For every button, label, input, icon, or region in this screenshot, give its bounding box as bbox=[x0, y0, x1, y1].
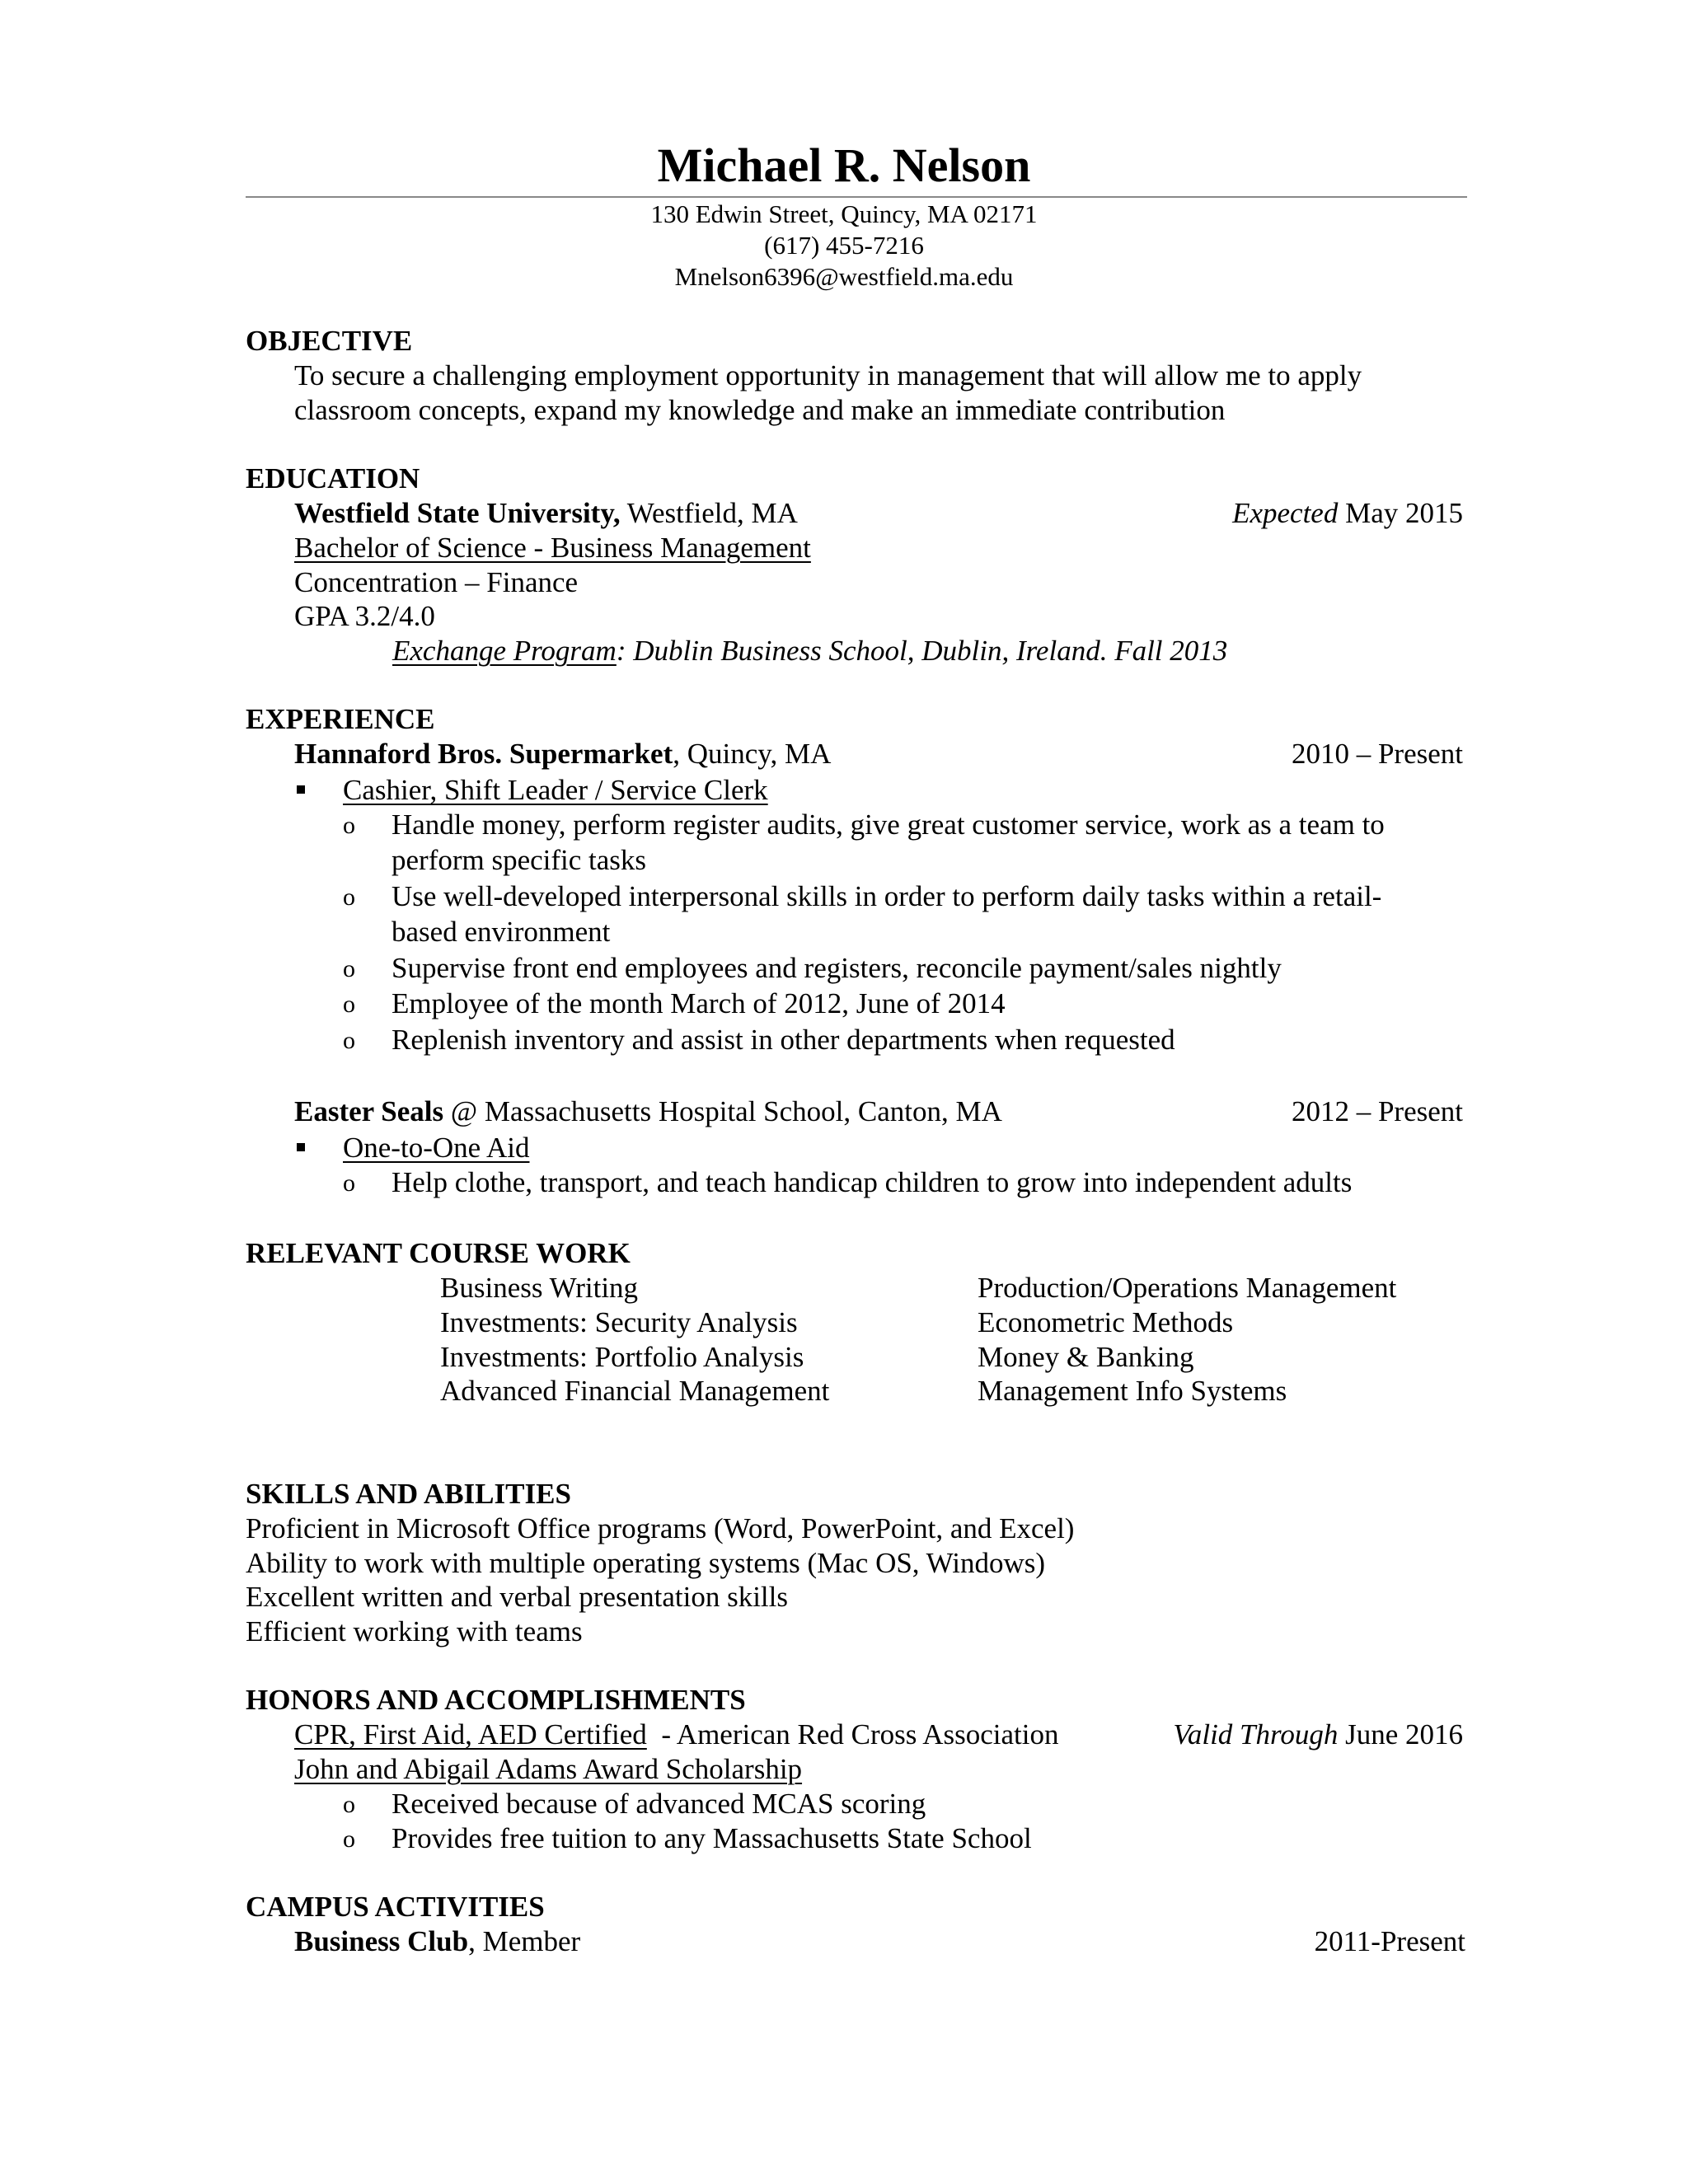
job1-location: , Quincy, MA bbox=[673, 738, 832, 770]
school-location: Westfield, MA bbox=[620, 497, 798, 529]
course-right-3: Money & Banking bbox=[978, 1341, 1194, 1373]
coursework-heading: RELEVANT COURSE WORK bbox=[246, 1237, 631, 1269]
skill-item-3: Excellent written and verbal presentation skills bbox=[246, 1581, 788, 1613]
education-expected bbox=[1232, 499, 1463, 527]
course-right-2: Econometric Methods bbox=[978, 1306, 1234, 1338]
activity-line bbox=[294, 1927, 580, 1956]
exchange-detail: : Dublin Business School, Dublin, Ireland. Fall 2013 bbox=[616, 635, 1228, 667]
job1-bullet-3: Supervise front end employees and registers, reconcile payment/sales nightly bbox=[392, 952, 1282, 984]
job1-header bbox=[294, 739, 831, 768]
education-heading: EDUCATION bbox=[246, 462, 420, 494]
address: 130 Edwin Street, Quincy, MA 02171 bbox=[650, 199, 1038, 228]
concentration: Concentration – Finance bbox=[294, 566, 579, 598]
expected-label: Expected bbox=[1232, 497, 1339, 529]
course-left-1: Business Writing bbox=[440, 1272, 639, 1304]
square-bullet-icon bbox=[297, 785, 305, 794]
circle-bullet-icon: o bbox=[343, 1169, 355, 1197]
skill-item-1: Proficient in Microsoft Office programs (Word, PowerPoint, and Excel) bbox=[246, 1512, 1075, 1544]
job2-location: @ Massachusetts Hospital School, Canton, MA bbox=[443, 1095, 1002, 1127]
objective-line-2: classroom concepts, expand my knowledge and make an immediate contribution bbox=[294, 394, 1226, 426]
skill-item-4: Efficient working with teams bbox=[246, 1615, 583, 1647]
job1-bullet-2-line-1: Use well-developed interpersonal skills in order to perform daily tasks within a retail- bbox=[392, 880, 1382, 912]
course-right-4: Management Info Systems bbox=[978, 1375, 1287, 1407]
course-left-3: Investments: Portfolio Analysis bbox=[440, 1341, 804, 1373]
school-name: Westfield State University, bbox=[294, 497, 621, 529]
circle-bullet-icon: o bbox=[343, 1825, 355, 1853]
experience-heading: EXPERIENCE bbox=[246, 703, 435, 735]
email: Mnelson6396@westfield.ma.edu bbox=[674, 262, 1014, 291]
cpr-line bbox=[294, 1720, 1058, 1749]
honors-heading: HONORS AND ACCOMPLISHMENTS bbox=[246, 1684, 746, 1716]
job2-title: One-to-One Aid bbox=[343, 1132, 530, 1164]
course-left-2: Investments: Security Analysis bbox=[440, 1306, 798, 1338]
job1-bullet-4: Employee of the month March of 2012, June of 2014 bbox=[392, 987, 1006, 1019]
education-school-line bbox=[294, 499, 798, 527]
club-name: Business Club bbox=[294, 1925, 469, 1957]
header-divider bbox=[246, 196, 1467, 198]
skill-item-2: Ability to work with multiple operating systems (Mac OS, Windows) bbox=[246, 1547, 1046, 1579]
expected-date: May 2015 bbox=[1338, 497, 1463, 529]
gpa: GPA 3.2/4.0 bbox=[294, 600, 435, 632]
award-name: John and Abigail Adams Award Scholarship bbox=[294, 1753, 803, 1785]
award-bullet-1: Received because of advanced MCAS scoring bbox=[392, 1788, 926, 1820]
club-dates: 2011-Present bbox=[1314, 1925, 1465, 1957]
cpr-valid bbox=[1173, 1720, 1463, 1749]
exchange-label: Exchange Program bbox=[392, 635, 617, 667]
degree: Bachelor of Science - Business Management bbox=[294, 532, 811, 564]
cpr-organization: - American Red Cross Association bbox=[646, 1718, 1059, 1750]
objective-line-1: To secure a challenging employment opportunity in management that will allow me to apply bbox=[294, 359, 1362, 391]
job1-title: Cashier, Shift Leader / Service Clerk bbox=[343, 774, 768, 806]
circle-bullet-icon: o bbox=[343, 812, 355, 839]
job2-header bbox=[294, 1097, 1002, 1126]
square-bullet-icon bbox=[297, 1143, 305, 1151]
award-bullet-2: Provides free tuition to any Massachusetts State School bbox=[392, 1822, 1032, 1854]
job2-dates: 2012 – Present bbox=[1291, 1095, 1463, 1127]
exchange-program bbox=[392, 636, 1227, 665]
phone: (617) 455-7216 bbox=[764, 231, 924, 260]
activities-heading: CAMPUS ACTIVITIES bbox=[246, 1891, 545, 1923]
job1-dates: 2010 – Present bbox=[1291, 738, 1463, 770]
job1-bullet-2-line-2: based environment bbox=[392, 916, 611, 948]
circle-bullet-icon: o bbox=[343, 883, 355, 911]
valid-label: Valid Through bbox=[1173, 1718, 1339, 1750]
skills-heading: SKILLS AND ABILITIES bbox=[246, 1478, 571, 1510]
job1-bullet-1-line-1: Handle money, perform register audits, give great customer service, work as a team to bbox=[392, 808, 1385, 841]
course-right-1: Production/Operations Management bbox=[978, 1272, 1397, 1304]
objective-heading: OBJECTIVE bbox=[246, 325, 413, 357]
job2-employer: Easter Seals bbox=[294, 1095, 444, 1127]
job1-bullet-5: Replenish inventory and assist in other departments when requested bbox=[392, 1024, 1175, 1056]
job2-bullet-1: Help clothe, transport, and teach handicap children to grow into independent adults bbox=[392, 1166, 1353, 1198]
circle-bullet-icon: o bbox=[343, 991, 355, 1018]
job1-bullet-1-line-2: perform specific tasks bbox=[392, 844, 647, 876]
circle-bullet-icon: o bbox=[343, 955, 355, 982]
candidate-name: Michael R. Nelson bbox=[657, 138, 1031, 192]
circle-bullet-icon: o bbox=[343, 1791, 355, 1818]
cpr-certification: CPR, First Aid, AED Certified bbox=[294, 1718, 647, 1750]
valid-date: June 2016 bbox=[1338, 1718, 1463, 1750]
job1-employer: Hannaford Bros. Supermarket bbox=[294, 738, 673, 770]
course-left-4: Advanced Financial Management bbox=[440, 1375, 830, 1407]
club-role: , Member bbox=[468, 1925, 581, 1957]
circle-bullet-icon: o bbox=[343, 1027, 355, 1054]
